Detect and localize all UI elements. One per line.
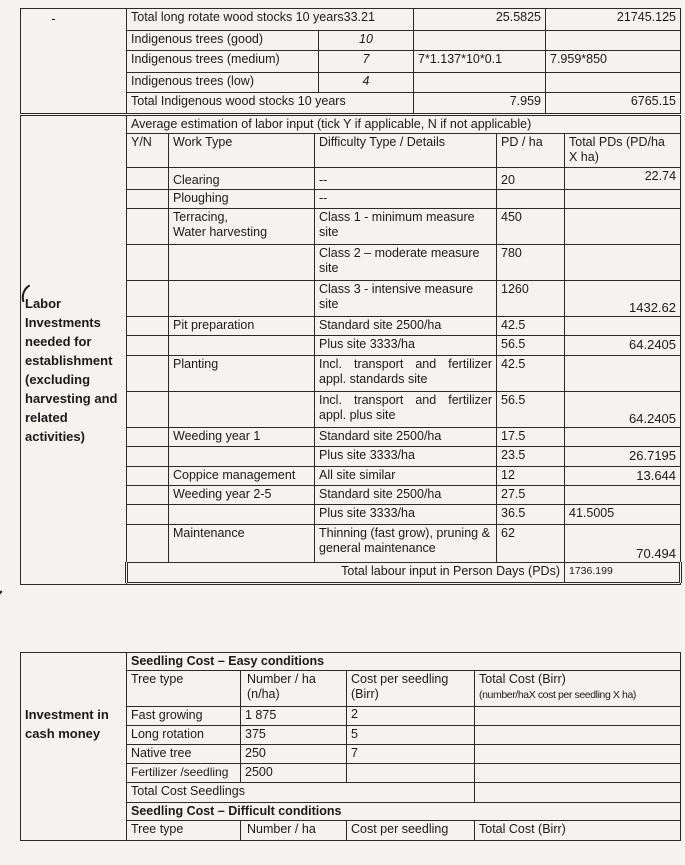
cost-cell: 2 [347,707,475,726]
medium-trees-c2: 7.959*850 [546,51,681,73]
low-trees-label: Indigenous trees (low) [127,73,319,93]
low-trees-value: 4 [319,73,414,93]
pd-cell: 42.5 [497,356,565,392]
work-cell: Maintenance [169,525,315,563]
header2-cost-seedling: Cost per seedling [347,821,475,841]
work-cell: Terracing, Water harvesting [169,209,315,245]
header-total-cost-note: (number/haX cost per seedling X ha) [479,689,637,701]
difficulty-cell: Class 1 - minimum measure site [315,209,497,245]
work-cell: Weeding year 2-5 [169,486,315,505]
wood-stocks-table [20,8,681,114]
pd-cell: 17.5 [497,428,565,447]
pd-cell: 780 [497,245,565,281]
work-cell: Planting [169,356,315,392]
total-cell: 64.2405 [565,392,681,428]
cost-cell: 7 [347,745,475,764]
labour-total-value: 1736.199 [565,563,681,583]
cash-side-label: Investment in cash money [21,653,127,841]
header-difficulty: Difficulty Type / Details [315,134,497,168]
header2-tree-type: Tree type [127,821,241,841]
total-cell: 22.74 [565,168,681,190]
difficult-conditions-title: Seedling Cost – Difficult conditions [127,803,681,821]
total-cell: 26.7195 [565,447,681,467]
work-cell: Weeding year 1 [169,428,315,447]
pd-cell: 56.5 [497,336,565,356]
tree-cell: Native tree [127,745,241,764]
cost-cell: 5 [347,726,475,745]
medium-trees-value: 7 [319,51,414,73]
tree-cell: Long rotation [127,726,241,745]
difficulty-cell: Plus site 3333/ha [315,447,497,467]
total-cell [565,317,681,336]
labour-total-label: Total labour input in Person Days (PDs) [127,563,565,583]
total-cell: 64.2405 [565,336,681,356]
labor-side-label: Labor Investments needed for establishment (excluding harvesting and related activities) [21,116,127,585]
total-cell: 13.644 [565,467,681,486]
header-number-ha: Number / ha (n/ha) [241,671,347,707]
total-cell [565,245,681,281]
long-rotate-total-c2: 21745.125 [546,9,681,31]
total-cell: 1432.62 [565,281,681,317]
difficulty-cell: -- [315,168,497,190]
work-cell [169,336,315,356]
difficulty-cell: Class 3 - intensive measure site [315,281,497,317]
good-trees-label: Indigenous trees (good) [127,31,319,51]
header-yn: Y/N [127,134,169,168]
cash-table [20,652,681,841]
header-total-cost [475,671,681,707]
labor-table [20,115,682,585]
total-cell [565,190,681,209]
total-cell [565,209,681,245]
work-cell [169,281,315,317]
header-tree-type: Tree type [127,671,241,707]
difficulty-cell: Incl. transport and fertilizer appl. standards site [315,356,497,392]
work-cell [169,392,315,428]
number-cell: 2500 [241,764,347,783]
total-cell [565,428,681,447]
pd-cell: 56.5 [497,392,565,428]
good-trees-value: 10 [319,31,414,51]
number-cell: 250 [241,745,347,764]
header2-total-cost: Total Cost (Birr) [475,821,681,841]
difficulty-cell: Plus site 3333/ha [315,505,497,525]
work-cell [169,245,315,281]
cost-cell [347,764,475,783]
total-cell [565,486,681,505]
tree-cell: Fertilizer /seedling [127,764,241,783]
difficulty-cell: Plus site 3333/ha [315,336,497,356]
long-rotate-total-label: Total long rotate wood stocks 10 years33.21 [127,9,414,31]
header-cost-seedling: Cost per seedling (Birr) [347,671,475,707]
indigenous-total-c2: 6765.15 [546,93,681,114]
header-total-pds: Total PDs (PD/ha X ha) [565,134,681,168]
dash-mark: - [51,12,56,26]
header-pd-ha: PD / ha [497,134,565,168]
pd-cell: 12 [497,467,565,486]
work-cell [169,447,315,467]
pd-cell: 27.5 [497,486,565,505]
work-cell: Pit preparation [169,317,315,336]
medium-trees-c1: 7*1.137*10*0.1 [414,51,546,73]
pd-cell: 62 [497,525,565,563]
pd-cell: 20 [497,168,565,190]
pd-cell [497,190,565,209]
total-cell: 70.494 [565,525,681,563]
total-cost-seedlings: Total Cost Seedlings [127,783,475,803]
tree-cell: Fast growing [127,707,241,726]
header2-number-ha: Number / ha [241,821,347,841]
pd-cell: 450 [497,209,565,245]
pd-cell: 42.5 [497,317,565,336]
difficulty-cell: Standard site 2500/ha [315,428,497,447]
number-cell: 1 875 [241,707,347,726]
difficulty-cell: Class 2 – moderate measure site [315,245,497,281]
difficulty-cell: -- [315,190,497,209]
binder-hole-mark [0,586,20,615]
number-cell: 375 [241,726,347,745]
work-cell: Clearing [169,168,315,190]
labor-title: Average estimation of labor input (tick Y if applicable, N if not applicable) [127,116,681,134]
indigenous-total-label: Total Indigenous wood stocks 10 years [127,93,414,114]
work-cell [169,505,315,525]
total-cell: 41.5005 [565,505,681,525]
long-rotate-total-c1: 25.5825 [414,9,546,31]
wood-stocks-side-cell [21,9,127,114]
difficulty-cell: Standard site 2500/ha [315,317,497,336]
work-cell: Ploughing [169,190,315,209]
pd-cell: 23.5 [497,447,565,467]
pd-cell: 1260 [497,281,565,317]
indigenous-total-c1: 7.959 [414,93,546,114]
header-total-cost-label: Total Cost (Birr) [479,672,566,686]
difficulty-cell: Thinning (fast grow), pruning & general maintenance [315,525,497,563]
total-cell [565,356,681,392]
easy-conditions-title: Seedling Cost – Easy conditions [127,653,681,671]
difficulty-cell: Incl. transport and fertilizer appl. plus site [315,392,497,428]
work-cell: Coppice management [169,467,315,486]
difficulty-cell: All site similar [315,467,497,486]
difficulty-cell: Standard site 2500/ha [315,486,497,505]
pd-cell: 36.5 [497,505,565,525]
medium-trees-label: Indigenous trees (medium) [127,51,319,73]
header-work-type: Work Type [169,134,315,168]
